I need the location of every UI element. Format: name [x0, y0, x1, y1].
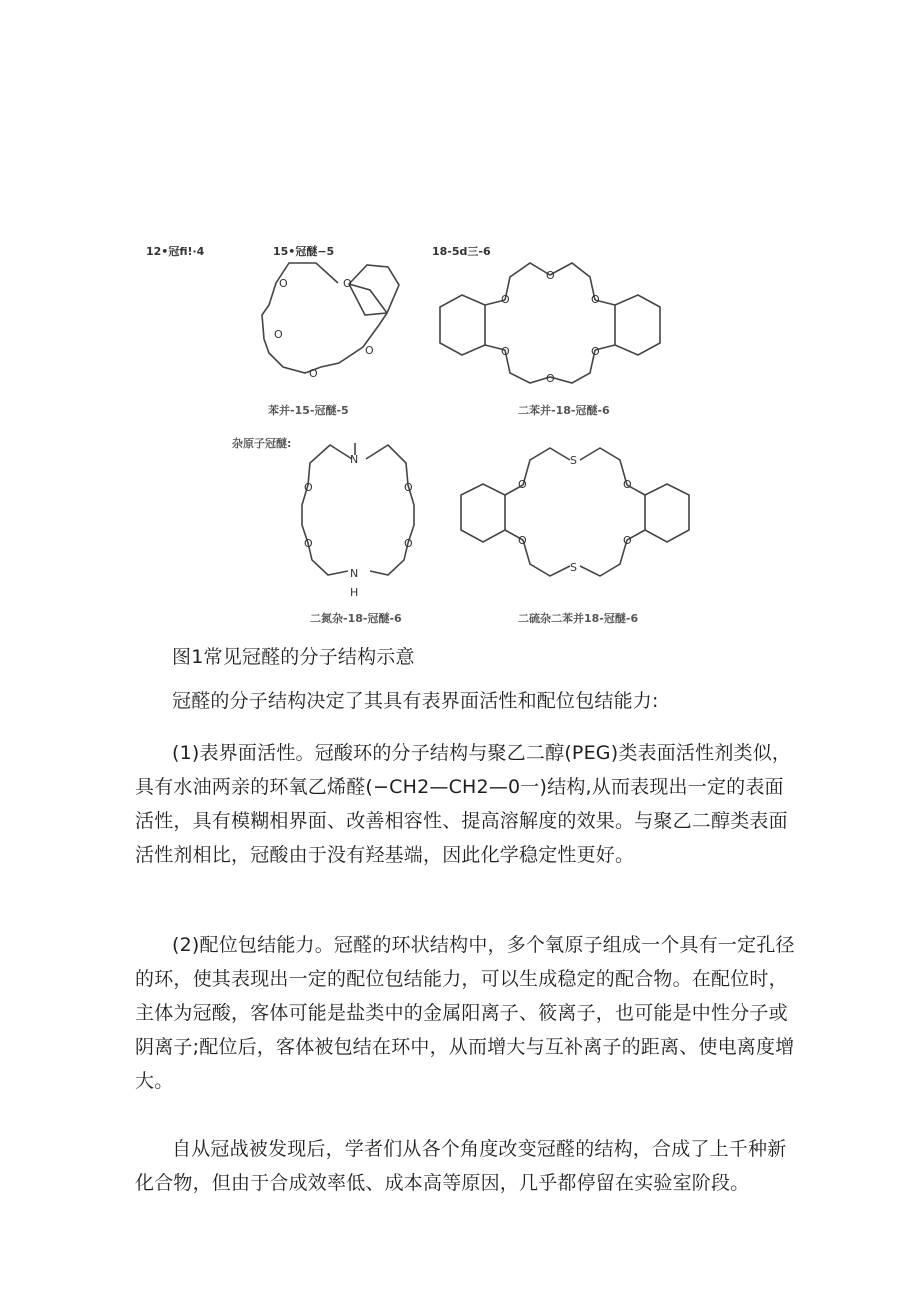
label-12-crown-4: 12•冠fi!·4	[146, 245, 205, 258]
caption-diaza-18-crown-6: 二氮杂-18-冠醚-6	[310, 612, 402, 625]
atom-o: O	[518, 478, 527, 491]
intro-paragraph: 冠醛的分子结构决定了其具有表界面活性和配位包结能力:	[172, 690, 659, 712]
caption-dithia-dibenzo-18-crown-6: 二硫杂二苯并18-冠醚-6	[518, 612, 639, 625]
paragraph-coordination: (2)配位包结能力。冠醛的环状结构中，多个氧原子组成一个具有一定孔径的环，使其表现出一定的配位包结能力，可以生成稳定的配合物。在配位时，主体为冠酸，客体可能是盐类中的金属阳离子、筱离子，也可能是中性分子或阴离子;配位后，客体被包结在环中，从而增大与互补离子的距离、使电离度增大。	[135, 934, 795, 1092]
paragraph-surface-activity: (1)表界面活性。冠酸环的分子结构与聚乙二醇(PEG)类表面活性剂类似，具有水油两亲的环氧乙烯醛(−CH2—CH2—0一)结构,从而表现出一定的表面活性，具有模糊相界面、改善相容性、提高溶解度的效果。与聚乙二醇类表面活性剂相比，冠酸由于没有羟基端，因此化学稳定性更好。	[135, 742, 792, 866]
dithia-dibenzo-18-crown-6-structure	[455, 440, 695, 590]
atom-o: O	[309, 367, 318, 380]
atom-o: O	[404, 537, 413, 550]
paragraph-history: 自从冠战被发现后，学者们从各个角度改变冠醛的结构，合成了上千种新化合物，但由于合成效率低、成本高等原因，几乎都停留在实验室阶段。	[135, 1138, 787, 1194]
atom-o: O	[591, 345, 600, 358]
atom-o: O	[501, 293, 510, 306]
atom-n: N	[350, 453, 359, 466]
label-18-crown-6: 18-5d三-6	[432, 245, 491, 258]
atom-o: O	[518, 534, 527, 547]
atom-o: O	[501, 345, 510, 358]
atom-s: S	[570, 454, 577, 467]
caption-benzo-15-crown-5: 苯并-15-冠醚-5	[268, 404, 349, 417]
diaza-18-crown-6-structure	[290, 435, 450, 605]
label-hetero-crown: 杂原子冠醚:	[232, 437, 292, 450]
atom-o: O	[591, 293, 600, 306]
atom-o: O	[365, 344, 374, 357]
atom-h: H	[350, 586, 359, 599]
atom-o: O	[623, 534, 632, 547]
atom-s: S	[570, 561, 577, 574]
atom-o: O	[279, 277, 288, 290]
benzo-15-crown-5-structure	[245, 255, 425, 395]
atom-o: O	[546, 372, 555, 385]
atom-o: O	[546, 269, 555, 282]
atom-o: O	[304, 537, 313, 550]
atom-n: N	[350, 567, 359, 580]
atom-o: O	[343, 277, 352, 290]
caption-dibenzo-18-crown-6: 二苯并-18-冠醚-6	[518, 404, 610, 417]
atom-o: O	[404, 481, 413, 494]
atom-o: O	[623, 478, 632, 491]
figure-title: 图1常见冠醛的分子结构示意	[172, 646, 415, 668]
label-15-crown-5: 15•冠醚−5	[273, 245, 335, 258]
atom-o: O	[274, 328, 283, 341]
dibenzo-18-crown-6-structure	[430, 255, 670, 395]
atom-o: O	[304, 481, 313, 494]
